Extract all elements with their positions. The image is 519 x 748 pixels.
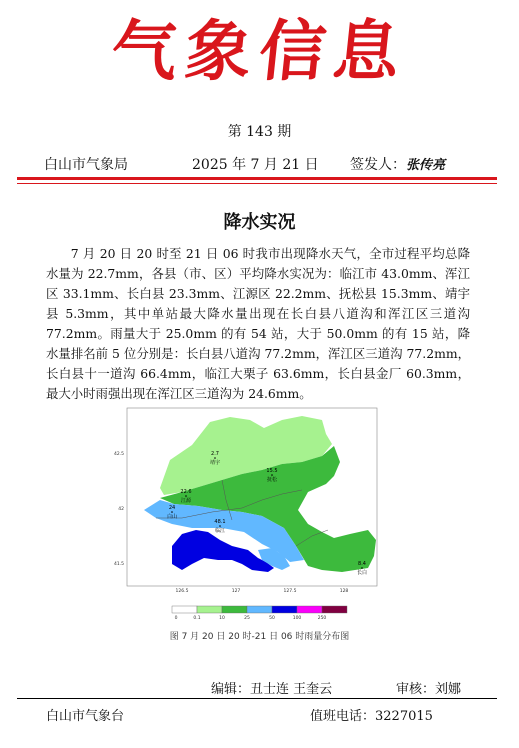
legend-swatch (247, 606, 272, 613)
body-paragraph: 7 月 20 日 20 时至 21 日 06 时我市出现降水天气，全市过程平均总降水量为 22.7mm，各县（市、区）平均降水实况为：临江市 43.0mm、浑江区 33.1mm、长白县 23.3mm、江源区 22.2mm、抚松县 15.3mm、靖宇县 5.3mm，其中单站最大降水量出现在长白县八道沟和浑江区三道沟 77.2mm。雨量大于 25.0mm 的有 54 站，大于 50.0mm 的有 15 站，降水量排名前 5 位分别是：长白县八道沟 77.2mm，浑江区三道沟 77.2mm，长白县十一道沟 66.4mm，临江大栗子 63.6mm，长白县金厂 60.3mm，最大小时雨强出现在浑江区三道沟为 24.6mm。 (46, 246, 470, 401)
lon-tick-label: 127 (231, 589, 241, 594)
lon-tick-label: 128 (339, 589, 349, 594)
legend-swatch (172, 606, 197, 613)
legend-swatch (272, 606, 297, 613)
legend-tick-label: 25 (244, 616, 250, 621)
station-name: 抚松 (266, 477, 278, 483)
legend-swatch (222, 606, 247, 613)
issue-number: 第 143 期 (227, 124, 292, 140)
reviewer: 审核：刘娜 (396, 682, 462, 697)
legend-tick-label: 250 (317, 616, 327, 621)
legend-swatch (297, 606, 322, 613)
lat-tick-label: 42.5 (113, 452, 124, 457)
station-value: 8.4 (358, 561, 366, 567)
legend-tick-label: 100 (292, 616, 302, 621)
footer-rule (17, 698, 497, 699)
station-name: 江源 (180, 498, 192, 504)
masthead-title: 气象信息 (107, 12, 412, 90)
station-name: 白山 (166, 514, 178, 520)
map-legend (172, 606, 347, 621)
station-value: 15.5 (266, 468, 278, 474)
legend-tick-label: 50 (269, 616, 275, 621)
issue-date: 2025 年 7 月 21 日 (192, 157, 319, 173)
signer-signature: 张传亮 (406, 158, 446, 173)
station-name: 长白 (356, 570, 368, 576)
station-value: 2.7 (211, 451, 219, 457)
legend-tick-label: 10 (219, 616, 225, 621)
station-value: 48.1 (214, 519, 226, 525)
station-value: 24 (168, 505, 176, 511)
meta-line (44, 154, 479, 174)
lon-tick-label: 127.5 (283, 589, 297, 594)
lon-tick-label: 126.5 (175, 589, 189, 594)
station-name: 临江 (214, 528, 226, 534)
section-title: 降水实况 (223, 212, 296, 233)
editors: 编辑：丑士连 王奎云 (211, 682, 333, 697)
rainfall-map (112, 400, 402, 652)
legend-tick-label: 0.1 (193, 616, 201, 621)
issuing-org: 白山市气象局 (44, 157, 128, 173)
lat-tick-label: 42 (118, 507, 124, 512)
signer-label: 签发人： (350, 157, 406, 173)
legend-swatch (197, 606, 222, 613)
header-rule-thin (17, 183, 497, 184)
station-name: 靖宇 (209, 460, 221, 466)
footer-org: 白山市气象台 (46, 709, 125, 724)
legend-swatch (322, 606, 347, 613)
figure-caption: 图 7 月 20 日 20 时-21 日 06 时雨量分布图 (169, 632, 350, 642)
signer (350, 154, 445, 174)
header-rule-thick (17, 177, 497, 180)
legend-tick-label: 0 (174, 616, 178, 621)
station-value: 22.6 (180, 489, 192, 495)
footer-phone: 值班电话：3227015 (310, 709, 433, 724)
lat-tick-label: 41.5 (113, 562, 124, 567)
